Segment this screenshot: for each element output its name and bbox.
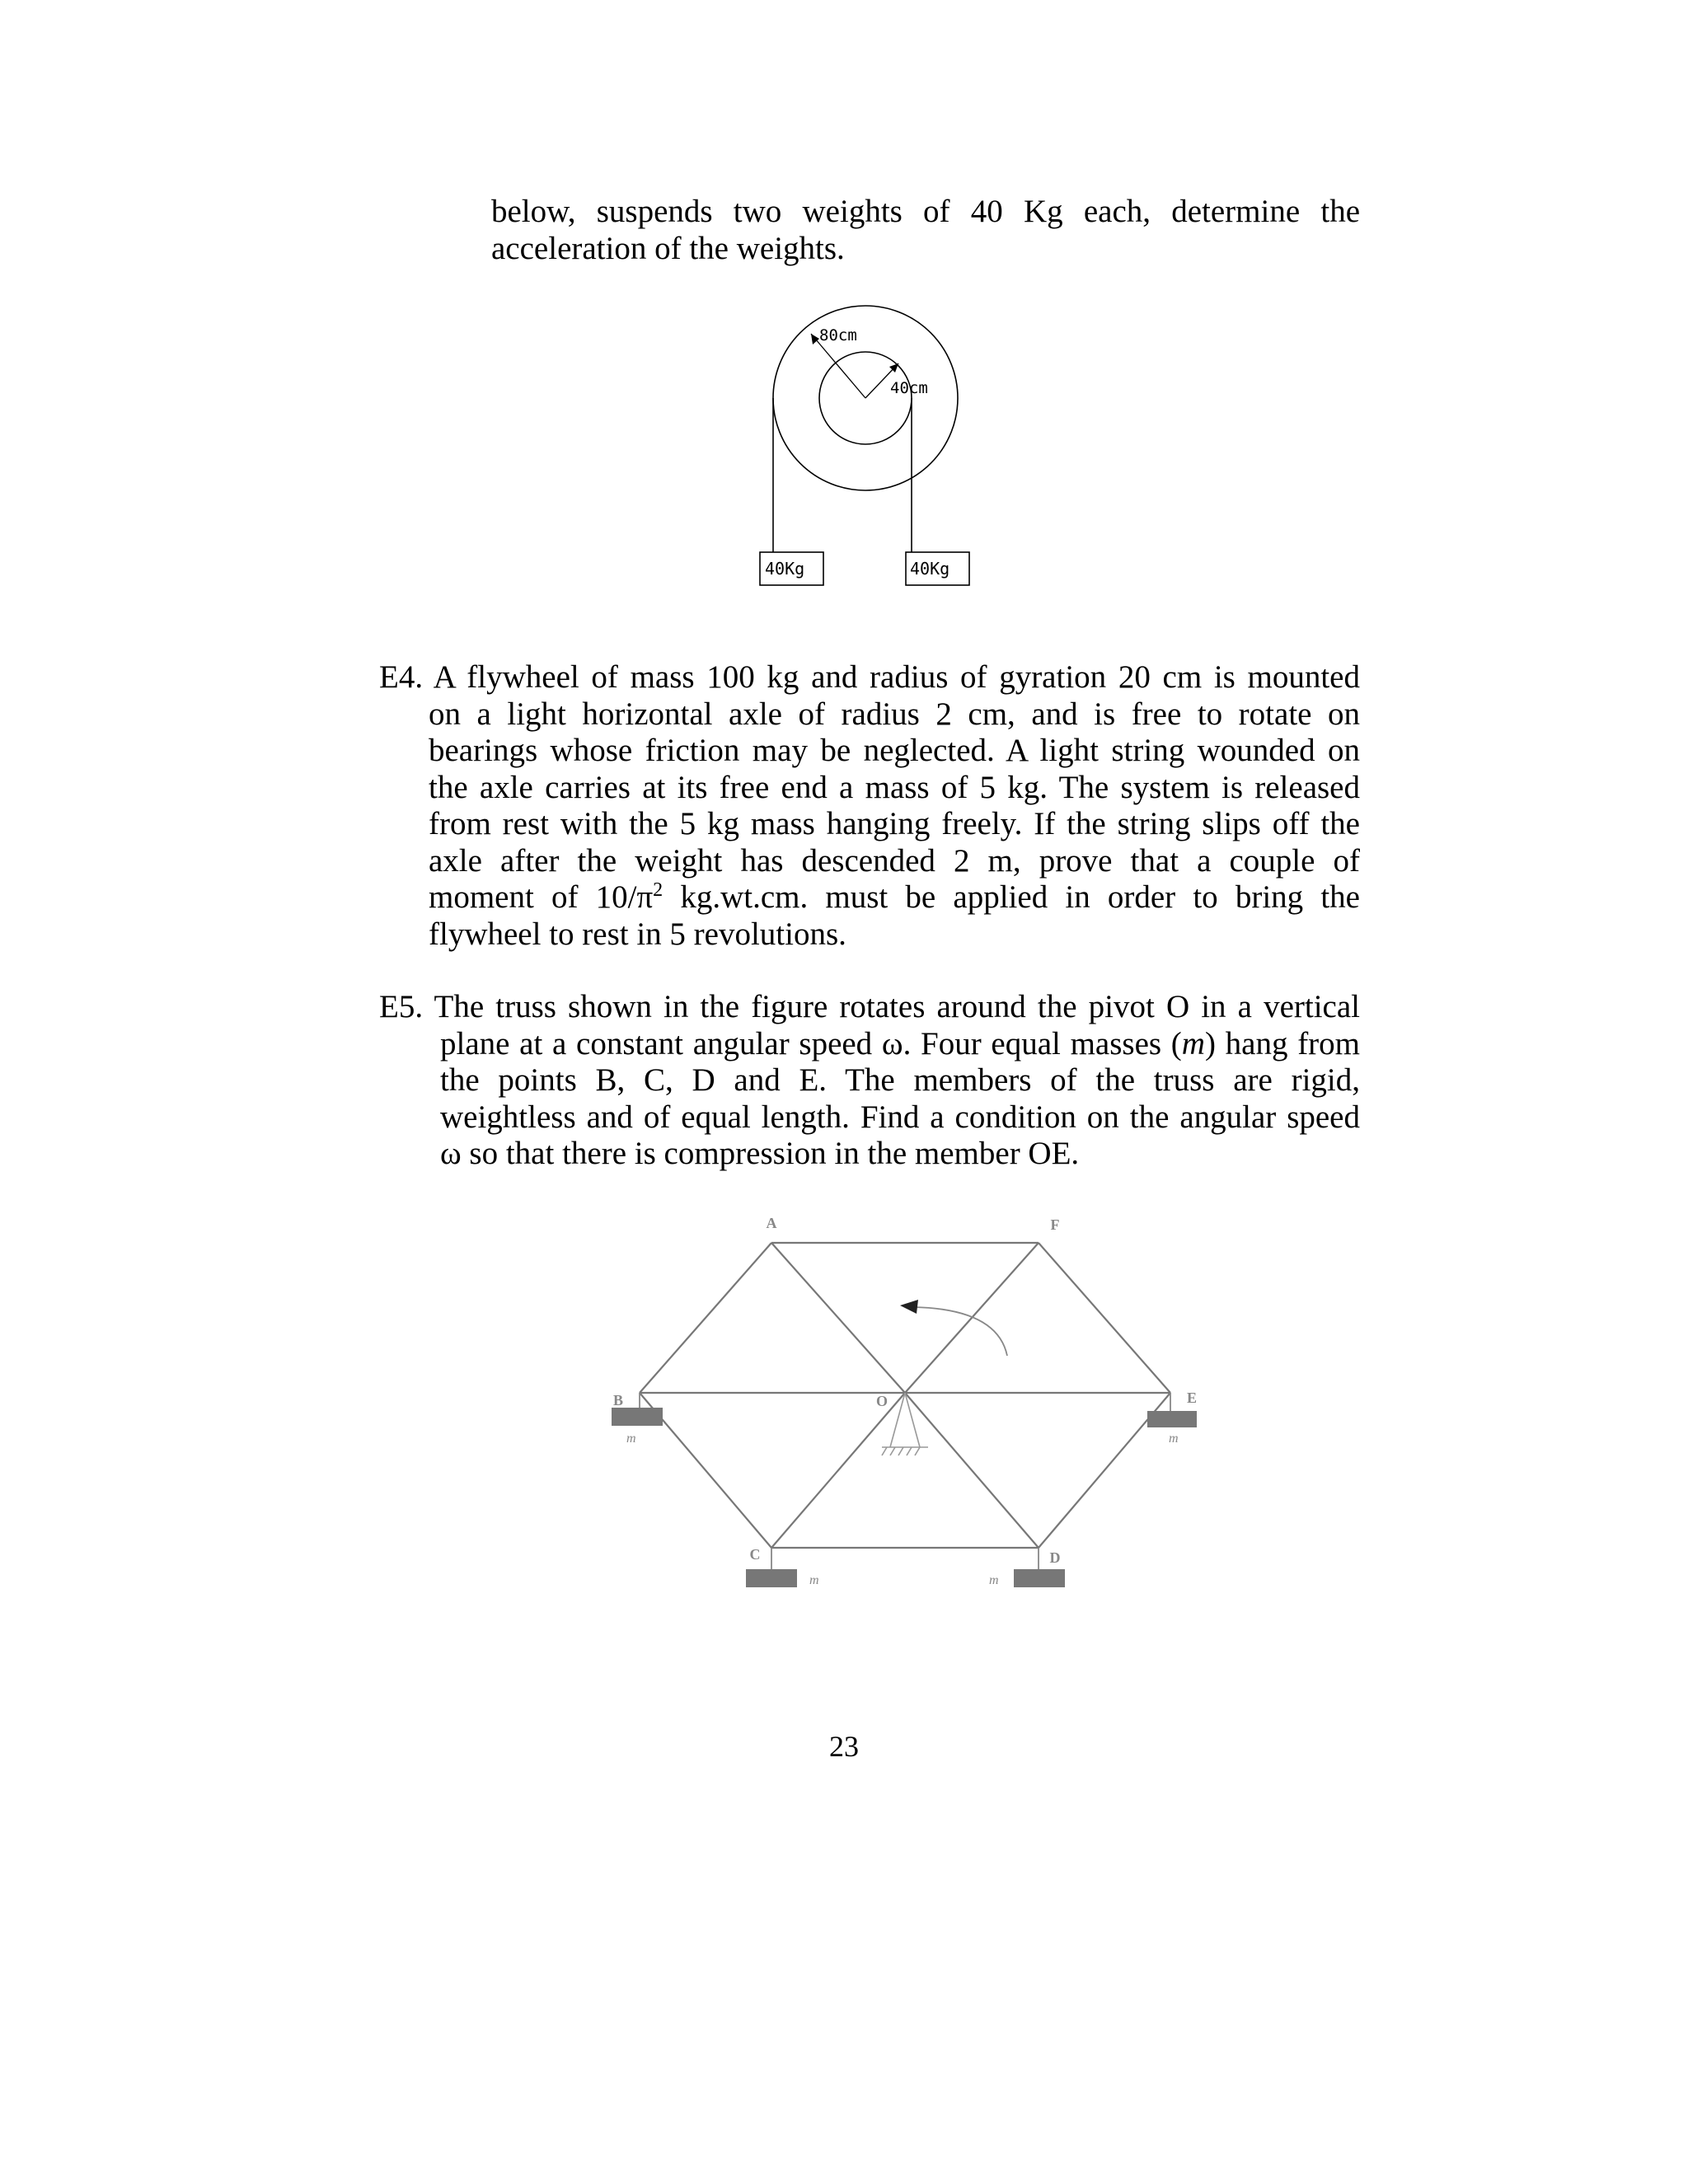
inner-radius-label: 40cm — [890, 379, 928, 397]
intro-line-1: below, suspends two weights of 40 Kg each, determine the — [491, 194, 1360, 229]
intro-line-2: acceleration of the weights. — [491, 230, 845, 266]
member-fo — [905, 1243, 1039, 1393]
mass-label-b: m — [626, 1432, 636, 1446]
node-label-d: D — [1049, 1549, 1061, 1566]
problem-e5 — [379, 989, 1360, 1173]
problem-e5-line-3: the points B, C, D and E. The members of the truss are rigid, — [440, 1062, 1360, 1098]
problem-e4-line-7: moment of $10/\pi^2$ kg.wt.cm. must be applied in order to bring the — [429, 879, 1360, 915]
problem-e4-line-5: from rest with the 5 kg mass hanging freely. If the string slips off the — [429, 806, 1360, 841]
node-label-f: F — [1050, 1216, 1060, 1233]
mass-block-c — [746, 1569, 797, 1587]
mass-label-d: m — [989, 1573, 999, 1587]
member-oc — [771, 1393, 905, 1548]
problem-e4 — [379, 659, 1360, 953]
node-label-a: A — [766, 1215, 777, 1231]
problem-e5-line-4: weightless and of equal length. Find a condition on the angular speed — [440, 1099, 1360, 1135]
member-ab — [640, 1243, 771, 1393]
problem-e5-line-1: E5. The truss shown in the figure rotates around the pivot O in a vertical — [379, 989, 1361, 1024]
pivot-support — [882, 1393, 928, 1455]
hangers — [640, 1393, 1170, 1569]
page-number: 23 — [829, 1730, 859, 1763]
problem-e4-line-6: axle after the weight has descended 2 m, prove that a couple of — [429, 842, 1360, 879]
member-ao — [771, 1243, 905, 1393]
member-fe — [1039, 1243, 1170, 1393]
mass-block-d — [1014, 1569, 1065, 1587]
node-label-o: O — [875, 1393, 889, 1409]
mass-block-b — [612, 1408, 663, 1426]
mass-block-e — [1147, 1411, 1197, 1427]
mass-symbol: m — [1181, 1025, 1205, 1062]
problem-e4-line-8: flywheel to rest in 5 revolutions. — [429, 916, 846, 952]
pulley-figure — [734, 293, 997, 598]
problem-e5-line-5: ω so that there is compression in the member OE. — [440, 1136, 1080, 1171]
mass-label-c: m — [809, 1573, 819, 1587]
left-weight-label: 40Kg — [765, 559, 805, 579]
rotation-arrowhead — [900, 1300, 918, 1314]
problem-e4-line-1: E4. A flywheel of mass 100 kg and radius of gyration 20 cm is mounted — [379, 659, 1360, 695]
outer-radius-label: 80cm — [819, 326, 857, 344]
problem-e4-line-2: on a light horizontal axle of radius 2 cm, and is free to rotate on — [429, 696, 1360, 732]
problem-e5-line-2: plane at a constant angular speed ω. Four equal masses (m) hang from — [440, 1025, 1361, 1062]
problem-e4-number: E4. — [379, 659, 424, 695]
mass-label-e: m — [1169, 1432, 1179, 1446]
truss-figure — [593, 1203, 1220, 1615]
node-label-e: E — [1186, 1390, 1198, 1406]
member-od — [905, 1393, 1039, 1548]
problem-e4-line-3: bearings whose friction may be neglected. A light string wounded on — [429, 733, 1360, 768]
right-weight-label: 40Kg — [910, 559, 950, 579]
exponent: 2 — [653, 879, 663, 901]
intro-paragraph — [491, 194, 1360, 267]
node-label-b: B — [612, 1392, 624, 1408]
problem-e4-line-4: the axle carries at its free end a mass of 5 kg. The system is released — [429, 769, 1360, 805]
node-label-c: C — [749, 1546, 761, 1563]
problem-e5-number: E5. — [379, 989, 424, 1024]
